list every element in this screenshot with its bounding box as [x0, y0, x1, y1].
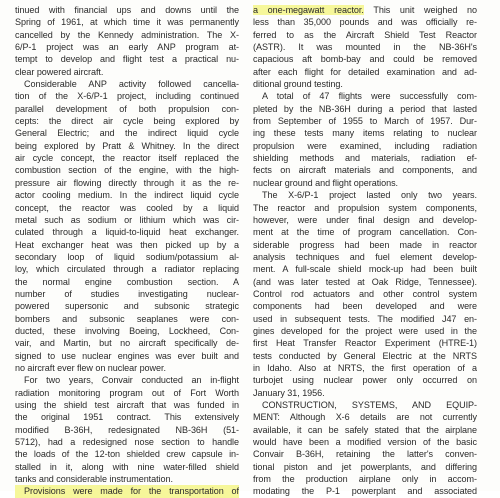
text-line: metal such as sodium or lithium which was cir- — [15, 214, 239, 225]
text-line: fects on aircraft materials and components, and — [253, 165, 477, 176]
text-line: first Heat Transfer Reactor Experiment (HTRE-1) — [253, 338, 477, 349]
text-line: being explored by Pratt & Whitney. In the direct — [15, 140, 239, 151]
text-line: signed to use nuclear engines was ever built and — [15, 350, 239, 361]
text-line: pleted by the NB-36H during a period that lasted — [253, 103, 477, 114]
text-line: radiation monitoring program out of Fort Worth — [15, 387, 239, 398]
text-line: For two years, Convair conducted an in-flight — [24, 375, 239, 386]
text-line: would have been a modified version of the basic — [253, 437, 477, 448]
text-line — [253, 4, 477, 16]
text-line: ment. A full-scale shield mock-up had been built — [253, 264, 477, 275]
text-line: Considerable ANP activity followed cancella- — [24, 79, 239, 90]
text-line: after each flight for detailed examination and ad- — [253, 66, 477, 77]
text-line: less than 35,000 pounds and was officially re- — [253, 17, 477, 28]
text-line: cancelled by the Kennedy administration. The X- — [15, 29, 239, 40]
text-line: from the production airplane only in accom- — [253, 474, 477, 485]
text-line: siderable progress had been made in reactor — [253, 239, 477, 250]
text-line: tion of the X-6/P-1 project, including continued — [15, 91, 239, 102]
text-line: turbojet using nuclear power only occurred on — [253, 375, 477, 386]
text-line: gines developed for the project were used in the — [253, 325, 477, 336]
text-line: the original 1951 contract. This extensively — [15, 412, 239, 423]
text-line: pressure air flowing directly through it as the re- — [15, 177, 239, 188]
right-text-column — [253, 4, 477, 498]
text-line: vair, and Martin, but no aircraft specifically de- — [15, 338, 239, 349]
text-line: tinued with financial ups and downs until the — [15, 5, 239, 15]
text-line: The X-6/P-1 project lasted only two years. — [262, 190, 477, 201]
text-line: actor cooling medium. In the indirect liquid cycle — [15, 190, 239, 201]
text-line: modified B-36H, redesignated NB-36H (51- — [15, 424, 239, 435]
text-line: ferred to as the Aircraft Shield Test Reactor — [253, 29, 477, 40]
text-line: concept, the reactor was cooled by a liquid — [15, 202, 239, 213]
text-line: A total of 47 flights were successfully com- — [262, 91, 477, 102]
text-line: CONSTRUCTION, SYSTEMS, AND EQUIP- — [262, 400, 477, 410]
highlighted-text-line: Provisions were made for the transportation of — [15, 485, 239, 497]
text-line: the normal engine combustion section. A — [15, 276, 239, 287]
text-line: (and was later tested at Oak Ridge, Tennessee). — [253, 276, 477, 287]
left-text-column — [15, 4, 239, 498]
text-line: loy, which circulated through a radiator replacing — [15, 264, 239, 275]
text-line: capacious aft bomb-bay and could be removed — [253, 54, 477, 65]
text-line: shielding methods and materials, radiation ef- — [253, 153, 477, 164]
text-line: available, it can be safely stated that the airplane — [253, 424, 477, 435]
text-line: tests conducted by General Electric at the NRTS — [253, 350, 477, 361]
text-line: tempt to develop and flight test a practical nu- — [15, 54, 239, 65]
text-line: components had been developed and were — [253, 301, 477, 312]
text-line: air cycle concept, the reactor itself replaced the — [15, 153, 239, 164]
text-line: analysis techniques and fuel element develop- — [253, 251, 477, 262]
text-line: ment at the time of program cancellation. Con- — [253, 227, 477, 238]
text-line: The reactor and propulsion system components, — [253, 202, 477, 213]
text-line: 5712), had a redesigned nose section to handle — [15, 437, 239, 448]
text-line: modating the P-1 powerplant and associated — [253, 486, 477, 497]
text-line: cepts: the direct air cycle being explored by — [15, 116, 239, 127]
text-line: Convair B-36H, retaining the latter's conven- — [253, 449, 477, 460]
text-line: combustion section of the engine, with the high- — [15, 165, 239, 176]
text-line: however, were under final design and develop- — [253, 214, 477, 225]
text-line: MENT: Although X-6 details are not currently — [253, 412, 477, 423]
text-line: culated through a liquid-to-liquid heat exchanger. — [15, 227, 239, 238]
text-line: tanks and considerable instrumentation. — [15, 474, 173, 485]
text-line: General Electric; and the indirect liquid cycle — [15, 128, 239, 139]
text-line: no aircraft ever flew on nuclear power. — [15, 362, 166, 373]
text-line: parallel development of both propulsion con- — [15, 103, 239, 114]
text-line: Spring of 1961, at which time it was permanently — [15, 17, 239, 28]
text-line: using the shield test aircraft that was funded in — [15, 400, 239, 410]
text-line: from September of 1955 to March of 1957. Dur- — [253, 116, 477, 127]
text-line: bombers and subsonic seaplanes were con- — [15, 313, 239, 324]
text-line: Heat exchanger heat was then picked up by a — [15, 239, 239, 250]
text-line: propulsion were examined, including radiation — [253, 140, 477, 151]
text-line: secondary loop of liquid sodium/potassium al- — [15, 251, 239, 262]
text-line: tional piston and jet powerplants, and differing — [253, 461, 477, 472]
text-line: stalled in it, along with nine water-filled shield — [15, 461, 239, 472]
text-line: clear powered aircraft. — [15, 66, 104, 77]
text-line-rest: This unit weighed no — [363, 5, 477, 15]
text-line: (ASTR). It was mounted in the NB-36H's — [253, 42, 477, 53]
text-line: ducted, these involving Boeing, Lockheed, Con- — [15, 325, 239, 336]
text-line: nuclear ground and flight operations. — [253, 177, 399, 188]
highlighted-text: a one-megawatt reactor. — [253, 5, 364, 15]
text-line: ditional ground testing. — [253, 79, 343, 90]
text-line: powered supersonic and subsonic strategic — [15, 301, 239, 312]
text-line: ing these tests many items relating to nuclear — [253, 128, 477, 139]
text-line: the loads of the 12-ton shielded crew capsule in- — [15, 449, 239, 460]
text-line: January 31, 1956. — [253, 387, 325, 398]
text-line: number of studies investigating nuclear- — [15, 288, 239, 299]
text-line: in Idaho. Also at NRTS, the first operation of a — [253, 362, 477, 373]
text-line: 6/P-1 project was an early ANP program at- — [15, 42, 239, 53]
text-line: Control rod actuators and other control system — [253, 288, 477, 299]
text-line: used in subsequent tests. The modified J47 en- — [253, 313, 477, 324]
